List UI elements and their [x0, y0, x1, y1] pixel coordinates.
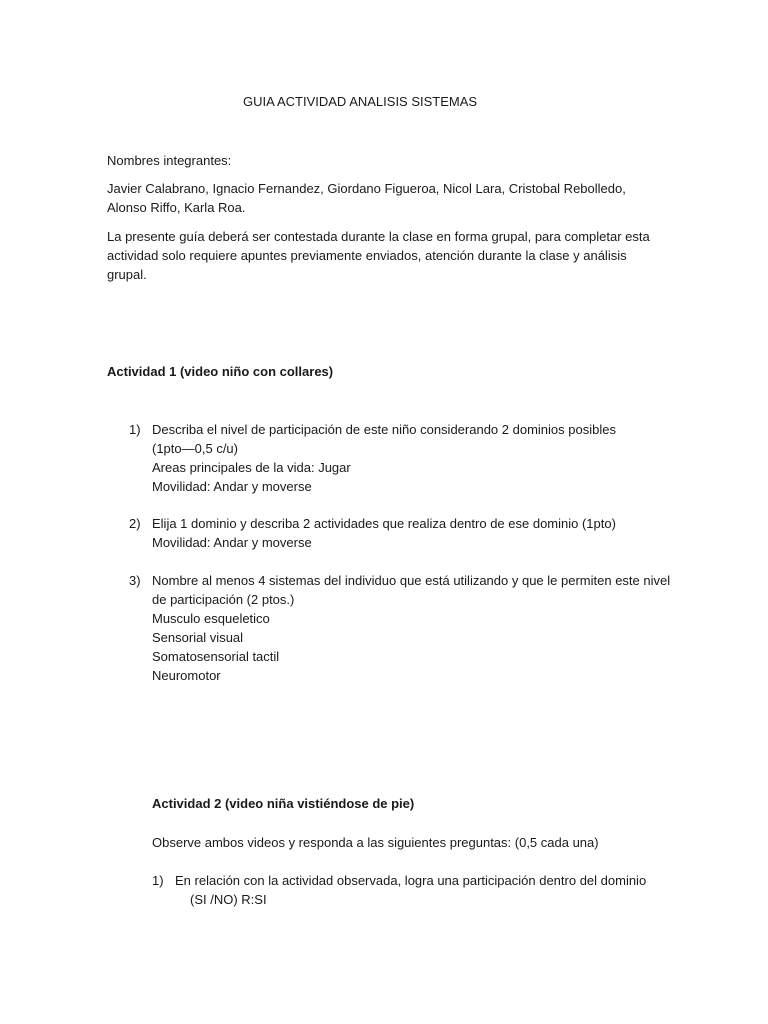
question-line: de participación (2 ptos.): [152, 592, 295, 607]
activity1-heading: Actividad 1 (video niño con collares): [107, 364, 334, 379]
answer-line: Neuromotor: [152, 668, 221, 683]
activity2-heading: Actividad 2 (video niña vistiéndose de pie): [152, 796, 415, 811]
members-list: Javier Calabrano, Ignacio Fernandez, Giordano Figueroa, Nicol Lara, Cristobal Rebolledo, Alonso Riffo, Karla Roa.: [107, 181, 626, 215]
question-number: 3): [129, 573, 141, 588]
question-2-text: [152, 514, 652, 552]
document-title: GUIA ACTIVIDAD ANALISIS SISTEMAS: [243, 94, 478, 109]
answer-line: Areas principales de la vida: Jugar: [152, 460, 351, 475]
question-number: 1): [129, 422, 141, 437]
activity2-question-1-text: [175, 871, 675, 909]
members-label: Nombres integrantes:: [107, 153, 232, 168]
answer-line: Musculo esqueletico: [152, 611, 270, 626]
answer-line: Somatosensorial tactil: [152, 649, 280, 664]
question-line: (1pto—0,5 c/u): [152, 441, 238, 456]
activity2-instruction: Observe ambos videos y responda a las siguientes preguntas: (0,5 cada una): [152, 835, 599, 850]
answer-line: Movilidad: Andar y moverse: [152, 535, 312, 550]
question-1-text: [152, 420, 652, 496]
question-3-text: [152, 571, 672, 685]
question-line: En relación con la actividad observada, logra una participación dentro del dominio: [175, 873, 647, 888]
answer-line: Sensorial visual: [152, 630, 244, 645]
question-number: 1): [152, 873, 164, 888]
answer-line: Movilidad: Andar y moverse: [152, 479, 312, 494]
answer-line: (SI /NO) R:SI: [190, 892, 267, 907]
question-line: Nombre al menos 4 sistemas del individuo que está utilizando y que le permiten este nivel: [152, 573, 671, 588]
question-line: Describa el nivel de participación de este niño considerando 2 dominios posibles: [152, 422, 616, 437]
question-line: Elija 1 dominio y describa 2 actividades que realiza dentro de ese dominio (1pto): [152, 516, 616, 531]
question-number: 2): [129, 516, 141, 531]
intro-paragraph: La presente guía deberá ser contestada durante la clase en forma grupal, para completar esta actividad solo requiere apuntes previamente enviados, atención durante la clase y análisis grupal.: [107, 229, 650, 282]
